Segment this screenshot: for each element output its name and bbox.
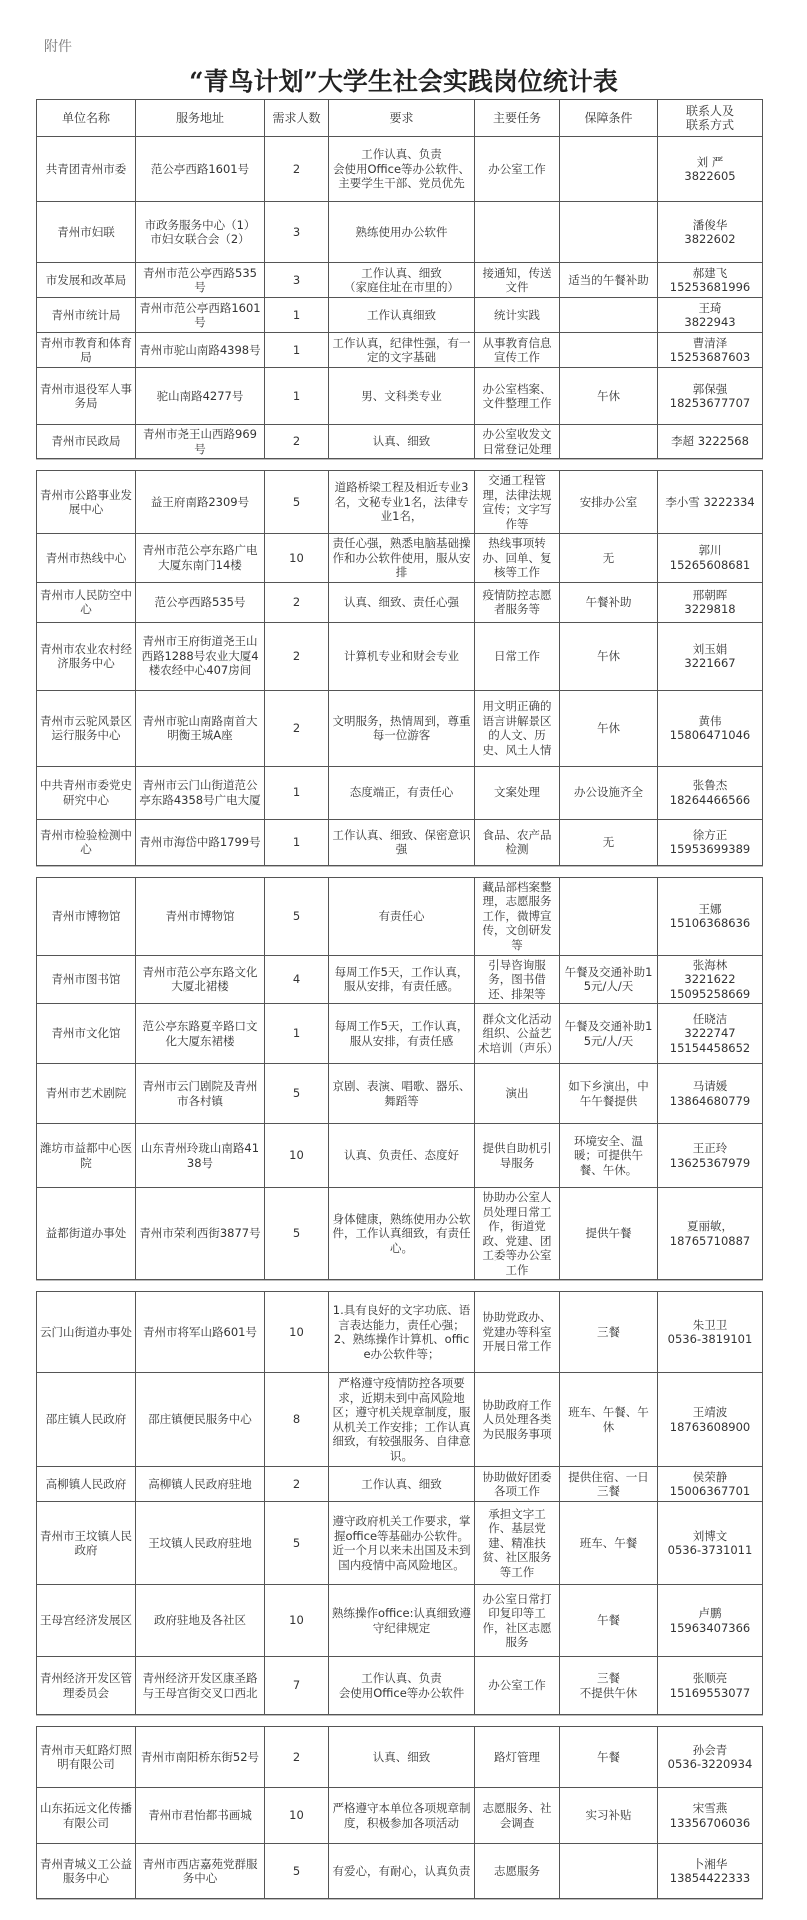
table-row (37, 1467, 763, 1502)
service-address-cell: 邵庄镇便民服务中心 (136, 1373, 265, 1467)
table-row (37, 622, 763, 690)
headcount-cell: 1 (265, 1004, 329, 1064)
contact-cell: 郭保强 18253677707 (658, 368, 763, 425)
unit-name-cell: 青州市公路事业发展中心 (37, 471, 136, 534)
service-address-cell: 市政务服务中心（1） 市妇女联合会（2） (136, 202, 265, 263)
requirements-cell: 熟练操作office:认真细致遵守纪律规定 (329, 1585, 475, 1657)
service-address-cell: 青州市范公亭西路1601号 (136, 298, 265, 333)
requirements-cell: 严格遵守本单位各项规章制度，积极参加各项活动 (329, 1788, 475, 1844)
service-address-cell: 青州市范公亭西路535号 (136, 263, 265, 298)
main-tasks-cell: 提供自助机引导服务 (475, 1124, 560, 1188)
main-tasks-cell (475, 202, 560, 263)
headcount-cell: 10 (265, 1585, 329, 1657)
unit-name-cell: 青州市图书馆 (37, 955, 136, 1004)
requirements-cell: 认真、负责任、态度好 (329, 1124, 475, 1188)
requirements-cell: 严格遵守疫情防控各项要求，近期未到中高风险地区；遵守机关规章制度，服从机关工作安排；工作认真细致，有较强服务、自律意识。 (329, 1373, 475, 1467)
table-row (37, 534, 763, 583)
main-tasks-cell: 文案处理 (475, 766, 560, 819)
headcount-cell: 2 (265, 1727, 329, 1788)
service-address-cell: 山东青州玲珑山南路4138号 (136, 1124, 265, 1188)
table-row (37, 1585, 763, 1657)
unit-name-cell: 青州市农业农村经济服务中心 (37, 622, 136, 690)
unit-name-cell: 青州市天虹路灯照明有限公司 (37, 1727, 136, 1788)
headcount-cell: 3 (265, 202, 329, 263)
benefits-cell: 班车、午餐 (560, 1502, 658, 1585)
unit-name-cell: 青州市统计局 (37, 298, 136, 333)
main-tasks-cell: 食品、农产品检测 (475, 819, 560, 865)
headcount-cell: 5 (265, 1502, 329, 1585)
service-address-cell: 青州市博物馆 (136, 877, 265, 955)
service-address-cell: 青州市范公亭东路文化大厦北裙楼 (136, 955, 265, 1004)
requirements-cell: 认真、细致、责任心强 (329, 582, 475, 622)
contact-cell: 马请媛 13864680779 (658, 1064, 763, 1124)
contact-cell: 宋雪燕 13356706036 (658, 1788, 763, 1844)
requirements-cell: 身体健康，熟练使用办公软件，工作认真细致，有责任心。 (329, 1188, 475, 1280)
header-service-address: 服务地址 (136, 100, 265, 137)
headcount-cell: 10 (265, 1788, 329, 1844)
unit-name-cell: 青州市文化馆 (37, 1004, 136, 1064)
service-address-cell: 范公亭东路夏辛路口文化大厦东裙楼 (136, 1004, 265, 1064)
benefits-cell: 适当的午餐补助 (560, 263, 658, 298)
unit-name-cell: 青州经济开发区管理委员会 (37, 1657, 136, 1715)
table-row (37, 1373, 763, 1467)
benefits-cell (560, 202, 658, 263)
main-tasks-cell: 协助政府工作人员处理各类为民服务事项 (475, 1373, 560, 1467)
headcount-cell: 10 (265, 534, 329, 583)
service-address-cell: 青州市云门山街道范公亭东路4358号广电大厦 (136, 766, 265, 819)
service-address-cell: 驼山南路4277号 (136, 368, 265, 425)
benefits-cell: 三餐 (560, 1292, 658, 1373)
table-row (37, 368, 763, 425)
requirements-cell: 工作认真，纪律性强，有一定的文字基础 (329, 333, 475, 368)
main-tasks-cell: 演出 (475, 1064, 560, 1124)
table-row (37, 425, 763, 459)
requirements-cell: 认真、细致 (329, 1727, 475, 1788)
headcount-cell: 5 (265, 471, 329, 534)
table-row (37, 766, 763, 819)
table-section (36, 1726, 763, 1899)
main-tasks-cell: 志愿服务、社会调查 (475, 1788, 560, 1844)
unit-name-cell: 青州青城义工公益服务中心 (37, 1844, 136, 1899)
contact-cell: 潘俊华 3822602 (658, 202, 763, 263)
main-tasks-cell: 办公室档案、文件整理工作 (475, 368, 560, 425)
unit-name-cell: 中共青州市委党史研究中心 (37, 766, 136, 819)
service-address-cell: 青州市驼山南路南首大明衡王城A座 (136, 690, 265, 766)
requirements-cell: 责任心强，熟悉电脑基础操作和办公软件使用，服从安排 (329, 534, 475, 583)
unit-name-cell: 青州市民政局 (37, 425, 136, 459)
contact-cell: 孙会青 0536-3220934 (658, 1727, 763, 1788)
main-tasks-cell: 群众文化活动组织、公益艺术培训（声乐） (475, 1004, 560, 1064)
contact-cell: 夏丽敏， 18765710887 (658, 1188, 763, 1280)
contact-cell: 郭川 15265608681 (658, 534, 763, 583)
headcount-cell: 2 (265, 1467, 329, 1502)
benefits-cell: 无 (560, 819, 658, 865)
contact-cell: 邢朝晖 3229818 (658, 582, 763, 622)
main-tasks-cell: 办公室工作 (475, 137, 560, 202)
positions-table (36, 99, 762, 1910)
main-tasks-cell: 日常工作 (475, 622, 560, 690)
requirements-cell: 工作认真、负责 会使用Office等办公软件 (329, 1657, 475, 1715)
requirements-cell: 工作认真、负责 会使用Office等办公软件、主要学生干部、党员优先 (329, 137, 475, 202)
table-row (37, 690, 763, 766)
main-tasks-cell: 办公室日常打印复印等工作，社区志愿服务 (475, 1585, 560, 1657)
contact-cell: 张鲁杰 18264466566 (658, 766, 763, 819)
benefits-cell: 午餐 (560, 1585, 658, 1657)
headcount-cell: 1 (265, 819, 329, 865)
service-address-cell: 青州市海岱中路1799号 (136, 819, 265, 865)
benefits-cell: 实习补贴 (560, 1788, 658, 1844)
benefits-cell (560, 1844, 658, 1899)
table-section (36, 1291, 763, 1715)
unit-name-cell: 青州市博物馆 (37, 877, 136, 955)
table-row (37, 1124, 763, 1188)
service-address-cell: 青州市将军山路601号 (136, 1292, 265, 1373)
header-contact: 联系人及 联系方式 (658, 100, 763, 137)
requirements-cell: 计算机专业和财会专业 (329, 622, 475, 690)
main-tasks-cell: 承担文字工作、基层党建、精准扶贫、社区服务等工作 (475, 1502, 560, 1585)
service-address-cell: 益王府南路2309号 (136, 471, 265, 534)
unit-name-cell: 共青团青州市委 (37, 137, 136, 202)
page-title: “青鸟计划”大学生社会实践岗位统计表 (189, 67, 618, 96)
table-row (37, 1502, 763, 1585)
table-row (37, 1004, 763, 1064)
benefits-cell: 午休 (560, 690, 658, 766)
unit-name-cell: 青州市妇联 (37, 202, 136, 263)
service-address-cell: 王坟镇人民政府驻地 (136, 1502, 265, 1585)
service-address-cell: 青州市南阳桥东街52号 (136, 1727, 265, 1788)
unit-name-cell: 青州市退役军人事务局 (37, 368, 136, 425)
unit-name-cell: 青州市热线中心 (37, 534, 136, 583)
header-row (37, 100, 763, 137)
table-row (37, 298, 763, 333)
table-row (37, 471, 763, 534)
unit-name-cell: 山东拓远文化传播有限公司 (37, 1788, 136, 1844)
contact-cell: 王正玲 13625367979 (658, 1124, 763, 1188)
contact-cell: 刘博文 0536-3731011 (658, 1502, 763, 1585)
unit-name-cell: 青州市人民防空中心 (37, 582, 136, 622)
contact-cell: 曹清泽 15253687603 (658, 333, 763, 368)
requirements-cell: 1.具有良好的文字功底、语言表达能力，责任心强；2、熟练操作计算机、office办公软件等； (329, 1292, 475, 1373)
contact-cell: 徐方正 15953699389 (658, 819, 763, 865)
requirements-cell: 工作认真细致 (329, 298, 475, 333)
header-requirements: 要求 (329, 100, 475, 137)
service-address-cell: 政府驻地及各社区 (136, 1585, 265, 1657)
contact-cell: 刘 严 3822605 (658, 137, 763, 202)
headcount-cell: 2 (265, 425, 329, 459)
main-tasks-cell: 疫情防控志愿者服务等 (475, 582, 560, 622)
table-section (36, 877, 763, 1281)
table-row (37, 263, 763, 298)
benefits-cell: 班车、午餐、午休 (560, 1373, 658, 1467)
main-tasks-cell: 用文明正确的语言讲解景区的人文、历史、风土人情 (475, 690, 560, 766)
unit-name-cell: 市发展和改革局 (37, 263, 136, 298)
requirements-cell: 有责任心 (329, 877, 475, 955)
unit-name-cell: 云门山街道办事处 (37, 1292, 136, 1373)
service-address-cell: 青州市范公亭东路广电大厦东南门14楼 (136, 534, 265, 583)
unit-name-cell: 青州市艺术剧院 (37, 1064, 136, 1124)
requirements-cell: 有爱心，有耐心，认真负责 (329, 1844, 475, 1899)
table-row (37, 819, 763, 865)
requirements-cell: 工作认真、细致、保密意识强 (329, 819, 475, 865)
benefits-cell (560, 425, 658, 459)
requirements-cell: 每周工作5天，工作认真，服从安排，有责任感。 (329, 955, 475, 1004)
contact-cell: 张海林 3221622 15095258669 (658, 955, 763, 1004)
unit-name-cell: 青州市检验检测中心 (37, 819, 136, 865)
contact-cell: 任晓洁 3222747 15154458652 (658, 1004, 763, 1064)
main-tasks-cell: 办公室收发文日常登记处理 (475, 425, 560, 459)
requirements-cell: 文明服务，热情周到，尊重每一位游客 (329, 690, 475, 766)
contact-cell: 刘玉娟 3221667 (658, 622, 763, 690)
table-row (37, 333, 763, 368)
service-address-cell: 高柳镇人民政府驻地 (136, 1467, 265, 1502)
benefits-cell: 无 (560, 534, 658, 583)
unit-name-cell: 青州市王坟镇人民政府 (37, 1502, 136, 1585)
unit-name-cell: 王母宫经济发展区 (37, 1585, 136, 1657)
contact-cell: 卜湘华 13854422333 (658, 1844, 763, 1899)
requirements-cell: 工作认真、细致 （家庭住址在市里的） (329, 263, 475, 298)
header-headcount: 需求人数 (265, 100, 329, 137)
contact-cell: 黄伟 15806471046 (658, 690, 763, 766)
benefits-cell: 提供午餐 (560, 1188, 658, 1280)
main-tasks-cell: 协助党政办、党建办等科室开展日常工作 (475, 1292, 560, 1373)
benefits-cell: 环境安全、温暖；可提供午餐、午休。 (560, 1124, 658, 1188)
headcount-cell: 5 (265, 1188, 329, 1280)
headcount-cell: 5 (265, 1064, 329, 1124)
main-tasks-cell: 志愿服务 (475, 1844, 560, 1899)
main-tasks-cell: 协助做好团委各项工作 (475, 1467, 560, 1502)
headcount-cell: 1 (265, 298, 329, 333)
headcount-cell: 10 (265, 1124, 329, 1188)
benefits-cell: 提供住宿、一日三餐 (560, 1467, 658, 1502)
service-address-cell: 青州市驼山南路4398号 (136, 333, 265, 368)
benefits-cell: 午餐及交通补助15元/人/天 (560, 1004, 658, 1064)
benefits-cell (560, 877, 658, 955)
table-section (36, 470, 763, 866)
requirements-cell: 京剧、表演、唱歌、器乐、舞蹈等 (329, 1064, 475, 1124)
header-benefits: 保障条件 (560, 100, 658, 137)
headcount-cell: 8 (265, 1373, 329, 1467)
headcount-cell: 10 (265, 1292, 329, 1373)
contact-cell: 王靖波 18763608900 (658, 1373, 763, 1467)
headcount-cell: 2 (265, 137, 329, 202)
service-address-cell: 青州市西店嘉苑党群服务中心 (136, 1844, 265, 1899)
header-unit-name: 单位名称 (37, 100, 136, 137)
table-row (37, 877, 763, 955)
main-tasks-cell: 交通工程管理，法律法规宣传；文字写作等 (475, 471, 560, 534)
service-address-cell: 青州市尧王山西路969号 (136, 425, 265, 459)
headcount-cell: 5 (265, 1844, 329, 1899)
requirements-cell: 态度端正，有责任心 (329, 766, 475, 819)
headcount-cell: 1 (265, 333, 329, 368)
requirements-cell: 认真、细致 (329, 425, 475, 459)
unit-name-cell: 潍坊市益都中心医院 (37, 1124, 136, 1188)
benefits-cell (560, 333, 658, 368)
attachment-label: 附件 (44, 39, 72, 55)
table-row (37, 1064, 763, 1124)
service-address-cell: 青州市王府街道尧王山西路1288号农业大厦4楼农经中心407房间 (136, 622, 265, 690)
table-row (37, 1292, 763, 1373)
service-address-cell: 青州市云门剧院及青州市各村镇 (136, 1064, 265, 1124)
benefits-cell: 安排办公室 (560, 471, 658, 534)
headcount-cell: 5 (265, 877, 329, 955)
requirements-cell: 每周工作5天，工作认真，服从安排，有责任感 (329, 1004, 475, 1064)
table-row (37, 202, 763, 263)
unit-name-cell: 青州市云驼风景区运行服务中心 (37, 690, 136, 766)
requirements-cell: 男、文科类专业 (329, 368, 475, 425)
table-row (37, 1657, 763, 1715)
requirements-cell: 熟练使用办公软件 (329, 202, 475, 263)
contact-cell: 郝建飞 15253681996 (658, 263, 763, 298)
requirements-cell: 道路桥梁工程及相近专业3名，文秘专业1名，法律专业1名， (329, 471, 475, 534)
main-tasks-cell: 办公室工作 (475, 1657, 560, 1715)
contact-cell: 王琦 3822943 (658, 298, 763, 333)
header-main-tasks: 主要任务 (475, 100, 560, 137)
headcount-cell: 2 (265, 582, 329, 622)
main-tasks-cell: 藏品部档案整理，志愿服务工作，微博宣传，文创研发等 (475, 877, 560, 955)
service-address-cell: 青州市荣利西街3877号 (136, 1188, 265, 1280)
headcount-cell: 2 (265, 690, 329, 766)
headcount-cell: 3 (265, 263, 329, 298)
benefits-cell: 三餐 不提供午休 (560, 1657, 658, 1715)
unit-name-cell: 邵庄镇人民政府 (37, 1373, 136, 1467)
main-tasks-cell: 热线事项转办、回单、复核等工作 (475, 534, 560, 583)
table-row (37, 582, 763, 622)
table-row (37, 1844, 763, 1899)
headcount-cell: 4 (265, 955, 329, 1004)
service-address-cell: 范公亭西路535号 (136, 582, 265, 622)
benefits-cell: 午休 (560, 622, 658, 690)
benefits-cell: 午餐补助 (560, 582, 658, 622)
main-tasks-cell: 接通知，传送文件 (475, 263, 560, 298)
headcount-cell: 1 (265, 766, 329, 819)
contact-cell: 李超 3222568 (658, 425, 763, 459)
table-section (36, 99, 763, 459)
unit-name-cell: 高柳镇人民政府 (37, 1467, 136, 1502)
contact-cell: 朱卫卫 0536-3819101 (658, 1292, 763, 1373)
headcount-cell: 1 (265, 368, 329, 425)
headcount-cell: 7 (265, 1657, 329, 1715)
main-tasks-cell: 协助办公室人员处理日常工作，街道党政、党建、团工委等办公室工作 (475, 1188, 560, 1280)
benefits-cell: 午餐及交通补助15元/人/天 (560, 955, 658, 1004)
main-tasks-cell: 统计实践 (475, 298, 560, 333)
benefits-cell (560, 137, 658, 202)
service-address-cell: 范公亭西路1601号 (136, 137, 265, 202)
benefits-cell: 午休 (560, 368, 658, 425)
service-address-cell: 青州市君怡都书画城 (136, 1788, 265, 1844)
contact-cell: 李小雪 3222334 (658, 471, 763, 534)
requirements-cell: 遵守政府机关工作要求，掌握office等基础办公软件。近一个月以来未出国及未到国内疫情中高风险地区。 (329, 1502, 475, 1585)
requirements-cell: 工作认真、细致 (329, 1467, 475, 1502)
contact-cell: 卢鹏 15963407366 (658, 1585, 763, 1657)
benefits-cell: 如下乡演出，中午午餐提供 (560, 1064, 658, 1124)
main-tasks-cell: 从事教育信息宣传工作 (475, 333, 560, 368)
contact-cell: 侯荣静 15006367701 (658, 1467, 763, 1502)
benefits-cell (560, 298, 658, 333)
table-row (37, 1727, 763, 1788)
headcount-cell: 2 (265, 622, 329, 690)
contact-cell: 王娜 15106368636 (658, 877, 763, 955)
benefits-cell: 午餐 (560, 1727, 658, 1788)
contact-cell: 张顺亮 15169553077 (658, 1657, 763, 1715)
table-row (37, 1788, 763, 1844)
service-address-cell: 青州经济开发区康圣路与王母宫街交叉口西北 (136, 1657, 265, 1715)
unit-name-cell: 益都街道办事处 (37, 1188, 136, 1280)
main-tasks-cell: 路灯管理 (475, 1727, 560, 1788)
table-row (37, 137, 763, 202)
table-row (37, 1188, 763, 1280)
unit-name-cell: 青州市教育和体育局 (37, 333, 136, 368)
benefits-cell: 办公设施齐全 (560, 766, 658, 819)
table-row (37, 955, 763, 1004)
main-tasks-cell: 引导咨询服务，图书借还、排架等 (475, 955, 560, 1004)
